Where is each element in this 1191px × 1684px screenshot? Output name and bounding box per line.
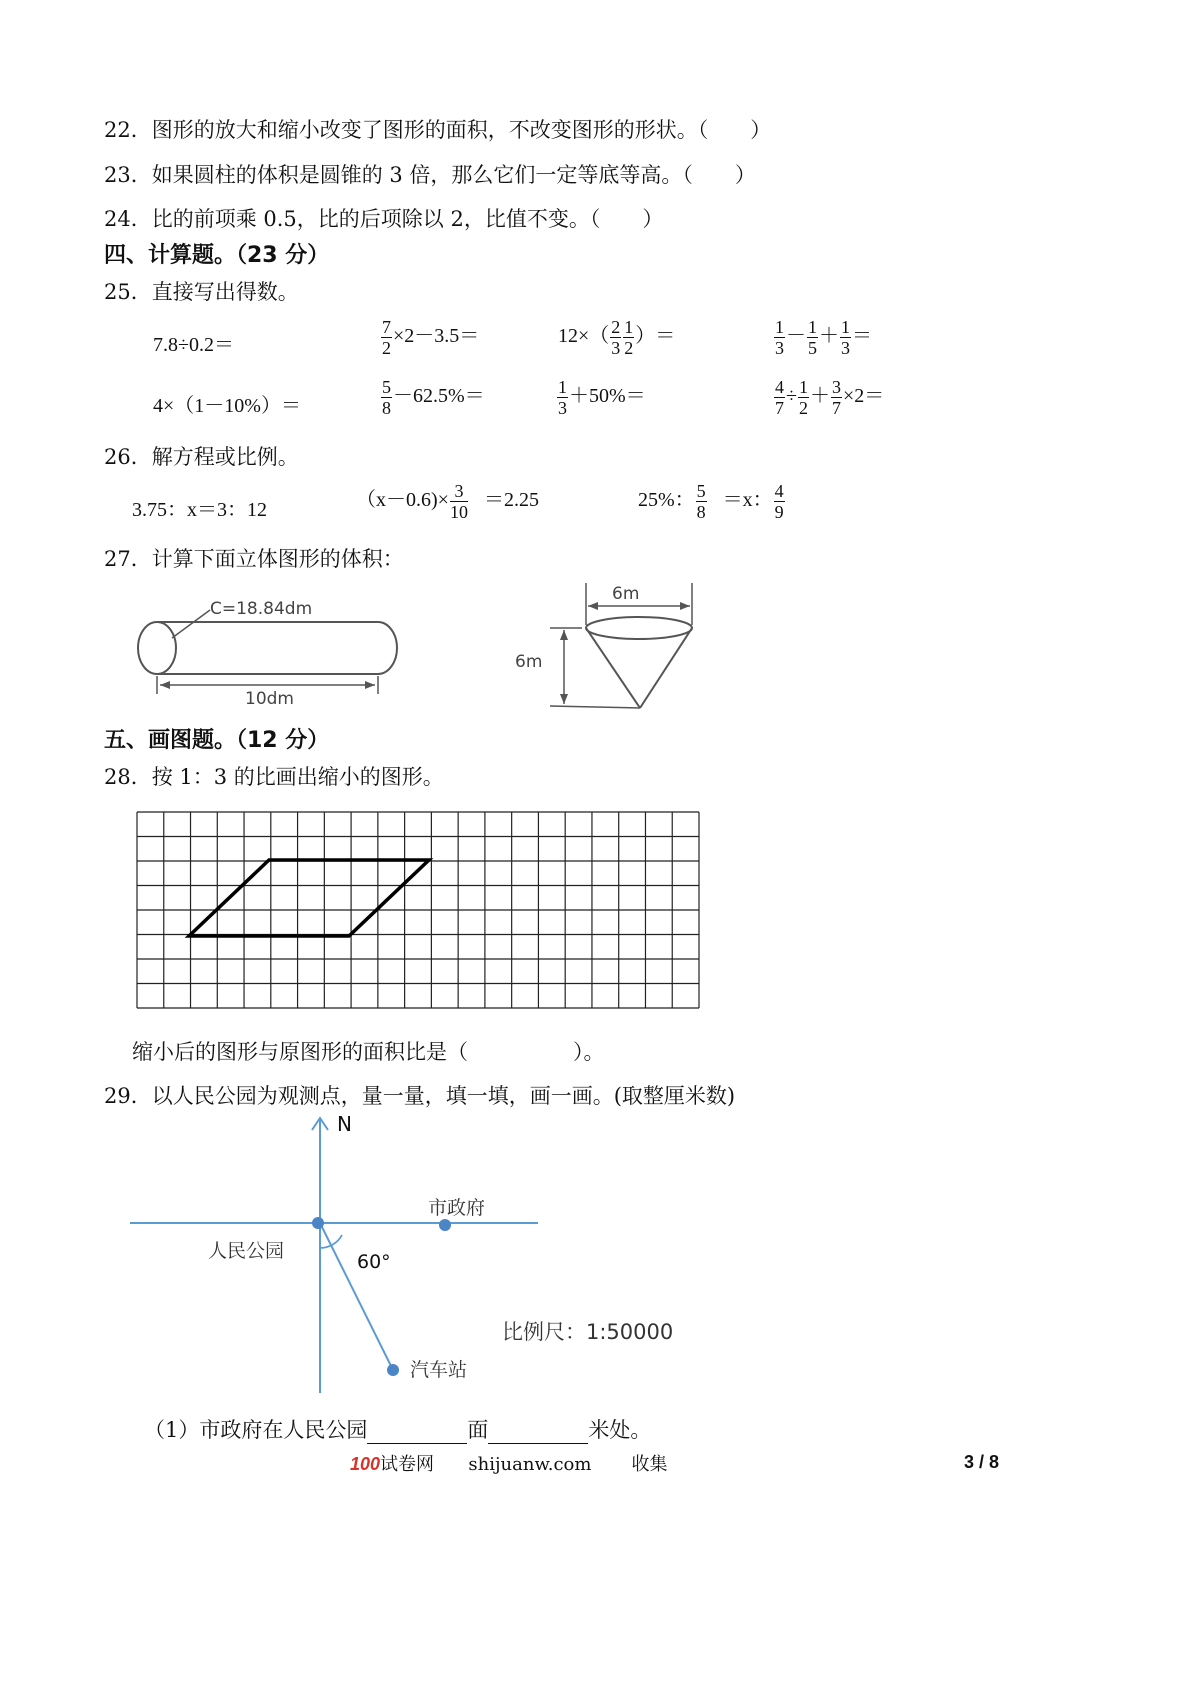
site-name-cn: 试卷网	[380, 1454, 435, 1475]
page-number: 3 / 8	[964, 1452, 1000, 1472]
question-29: 29．以人民公园为观测点，量一量，填一填，画一画。(取整厘米数)	[104, 1084, 736, 1108]
question-24: 24．比的前项乘 0.5，比的后项除以 2，比值不变。（ ）	[104, 207, 664, 231]
parallelogram	[189, 860, 429, 936]
distance-blank[interactable]	[488, 1421, 588, 1444]
calc-2: $\frac{7}{2}$ ×2－3.5＝	[382, 317, 480, 358]
fraction: $\frac{1}{3}$	[775, 317, 784, 358]
calc-6: $\frac{5}{8}$ －62.5%＝	[382, 377, 485, 418]
gov-label: 市政府	[428, 1197, 486, 1219]
circumference-label: C=18.84dm	[210, 599, 313, 619]
fraction: $\frac{1}{2}$	[624, 317, 634, 358]
height-tick-bottom	[550, 706, 640, 708]
calc-7: $\frac{1}{3}$ ＋50%＝	[558, 377, 646, 418]
gov-point	[439, 1219, 451, 1231]
cone-left-side	[586, 628, 640, 708]
calc-1: 7.8÷0.2＝	[153, 334, 234, 356]
fraction: $\frac{2}{3}$	[611, 317, 621, 358]
cone-figure	[500, 575, 740, 715]
fraction: $\frac{7}{2}$	[382, 317, 391, 358]
arrowhead-left	[160, 681, 170, 689]
fraction: $\frac{5}{8}$	[382, 377, 391, 418]
collect-label: 收集	[631, 1454, 668, 1475]
height-label: 6m	[515, 652, 543, 672]
question-28: 28．按 1：3 的比画出缩小的图形。	[104, 765, 444, 789]
arrowhead-top	[560, 630, 568, 640]
map-figure	[125, 1108, 705, 1398]
diameter-label: 6m	[612, 584, 640, 604]
park-point	[312, 1217, 324, 1229]
length-label: 10dm	[245, 689, 294, 709]
arrowhead-right	[680, 602, 690, 610]
fraction: $\frac{1}{3}$	[558, 377, 567, 418]
bus-point	[387, 1364, 399, 1376]
scale-label: 比例尺：1:50000	[502, 1320, 674, 1344]
question-29-part-1: （1）市政府在人民公园 面 米处。	[144, 1418, 652, 1442]
arrowhead-bottom	[560, 694, 568, 704]
fraction: $\frac{1}{2}$	[798, 377, 808, 418]
direction-blank[interactable]	[367, 1421, 467, 1444]
question-27: 27．计算下面立体图形的体积：	[104, 547, 404, 571]
section-5-heading: 五、画图题。（12 分）	[104, 728, 330, 753]
question-25: 25．直接写出得数。	[104, 280, 299, 304]
fraction: $\frac{1}{3}$	[841, 317, 850, 358]
circumference-leader	[172, 610, 210, 638]
site-logo: 100	[350, 1454, 381, 1474]
angle-arc	[320, 1235, 342, 1248]
calc-4: $\frac{1}{3}$ － $\frac{1}{5}$ ＋ $\frac{1}{3}$ ＝	[775, 317, 872, 358]
fraction: $\frac{4}{9}$	[774, 481, 784, 522]
question-22: 22．图形的放大和缩小改变了图形的面积，不改变图形的形状。（ ）	[104, 118, 772, 142]
question-28-answer: 缩小后的图形与原图形的面积比是（ ）。	[132, 1040, 605, 1064]
cone-base	[586, 617, 692, 639]
equation-a: 3.75：x＝3：12	[132, 499, 267, 521]
site-url: shijuanw.com	[468, 1454, 592, 1475]
cone-right-side	[640, 628, 692, 708]
calc-3: 12×（ $\frac{2}{3}$ $\frac{1}{2}$ ）＝	[558, 317, 676, 358]
cylinder-left-face	[138, 622, 176, 674]
park-label: 人民公园	[208, 1240, 285, 1262]
square-grid	[137, 812, 699, 1008]
calc-5: 4×（1－10%）＝	[153, 395, 301, 417]
angle-label: 60°	[357, 1251, 391, 1273]
fraction: $\frac{1}{5}$	[808, 317, 817, 358]
north-label: N	[337, 1112, 352, 1136]
question-23: 23．如果圆柱的体积是圆锥的 3 倍，那么它们一定等底等高。（ ）	[104, 163, 756, 187]
bus-label: 汽车站	[410, 1359, 468, 1381]
footer	[350, 1450, 668, 1476]
fraction: $\frac{5}{8}$	[696, 481, 706, 522]
grid-figure	[135, 810, 701, 1012]
cylinder-right-face	[378, 622, 397, 674]
question-26: 26．解方程或比例。	[104, 445, 299, 469]
equation-c: 25%： $\frac{5}{8}$ ＝x： $\frac{4}{9}$	[638, 481, 784, 522]
equation-b: （x－0.6)× $\frac{3}{10}$ ＝2.25	[356, 481, 539, 522]
arrowhead-left	[588, 602, 598, 610]
section-4-heading: 四、计算题。（23 分）	[104, 243, 330, 268]
fraction: $\frac{3}{7}$	[831, 377, 841, 418]
fraction: $\frac{3}{10}$	[449, 481, 468, 522]
calc-8: $\frac{4}{7}$ ÷ $\frac{1}{2}$ ＋ $\frac{3}{7}$ ×2＝	[775, 377, 885, 418]
fraction: $\frac{4}{7}$	[775, 377, 784, 418]
cylinder-figure	[120, 580, 420, 710]
arrowhead-right	[365, 681, 375, 689]
